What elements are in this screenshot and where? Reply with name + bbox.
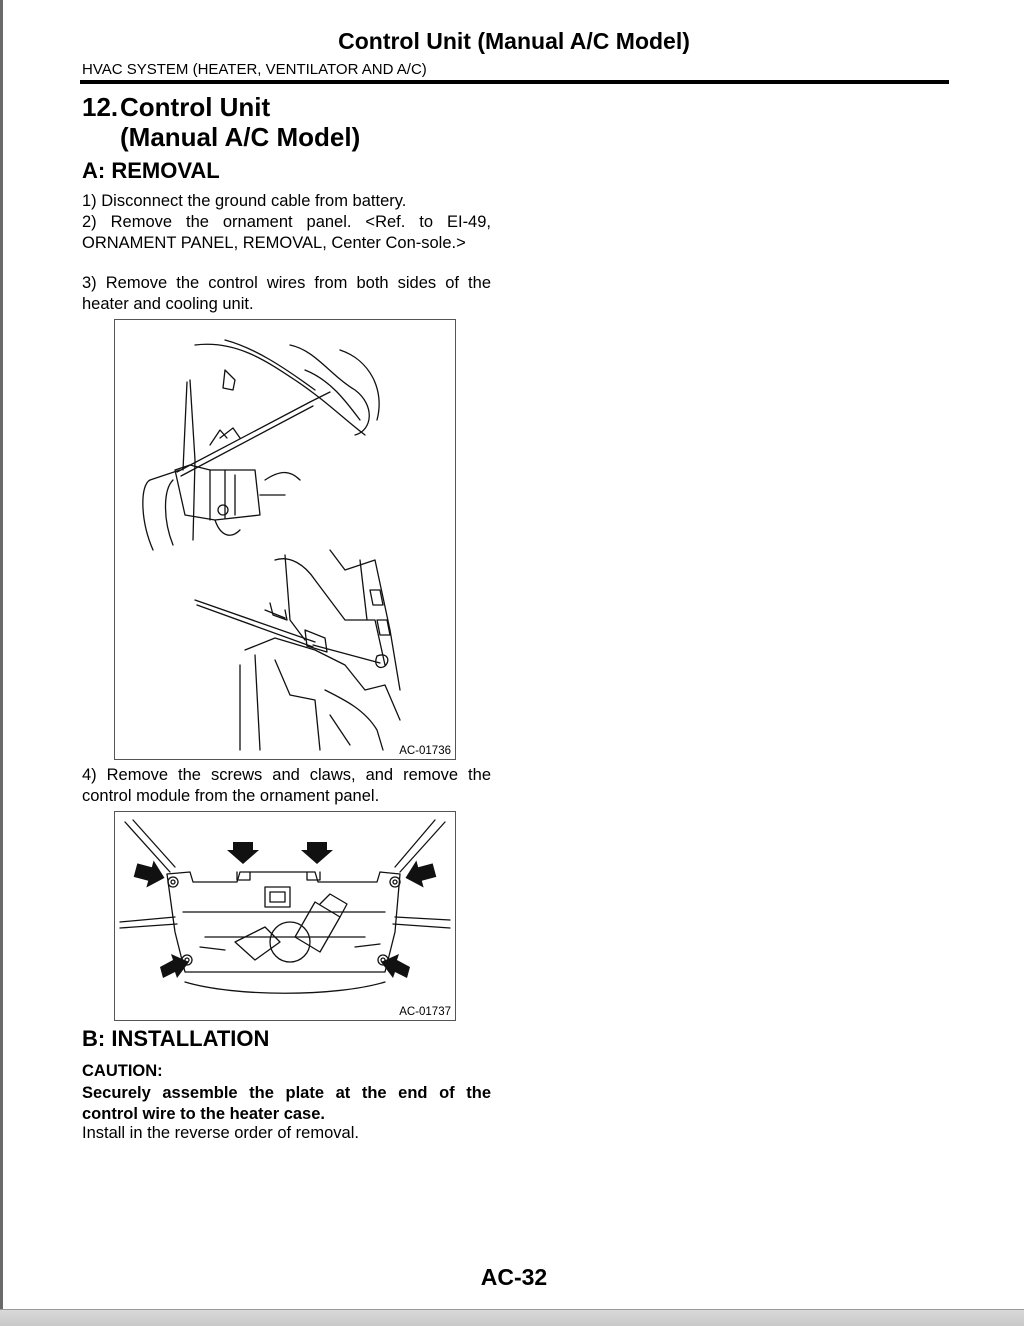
page-header-subtitle: HVAC SYSTEM (HEATER, VENTILATOR AND A/C)	[82, 61, 427, 78]
removal-step-2: 2) Remove the ornament panel. <Ref. to EI-49, ORNAMENT PANEL, REMOVAL, Center Con-sole.>	[82, 213, 491, 252]
section-title-line2: (Manual A/C Model)	[120, 122, 361, 152]
viewer-bottom-bar	[0, 1309, 1024, 1326]
installation-heading: B: INSTALLATION	[82, 1026, 270, 1051]
viewer-left-border	[0, 0, 3, 1325]
caution-text: Securely assemble the plate at the end of the control wire to the heater case.	[82, 1084, 491, 1123]
figure-1-code: AC-01736	[399, 745, 451, 757]
section-title-line1: Control Unit	[120, 92, 271, 122]
header-rule	[80, 80, 949, 84]
installation-instruction: Install in the reverse order of removal.	[82, 1124, 359, 1142]
control-module-illustration	[115, 812, 455, 1020]
page-header-title: Control Unit (Manual A/C Model)	[338, 28, 690, 54]
figure-control-module	[114, 811, 456, 1021]
removal-step-4: 4) Remove the screws and claws, and remove the control module from the ornament panel.	[82, 766, 491, 805]
control-wire-illustration	[115, 320, 455, 759]
figure-2-code: AC-01737	[399, 1006, 451, 1018]
section-title	[82, 92, 270, 122]
removal-step-1: 1) Disconnect the ground cable from battery.	[82, 192, 407, 210]
removal-step-3: 3) Remove the control wires from both sides of the heater and cooling unit.	[82, 274, 491, 313]
page-number: AC-32	[480, 1264, 548, 1290]
removal-heading: A: REMOVAL	[82, 158, 220, 183]
caution-label: CAUTION:	[82, 1062, 163, 1080]
figure-control-wires	[114, 319, 456, 760]
section-number: 12.	[82, 92, 119, 122]
